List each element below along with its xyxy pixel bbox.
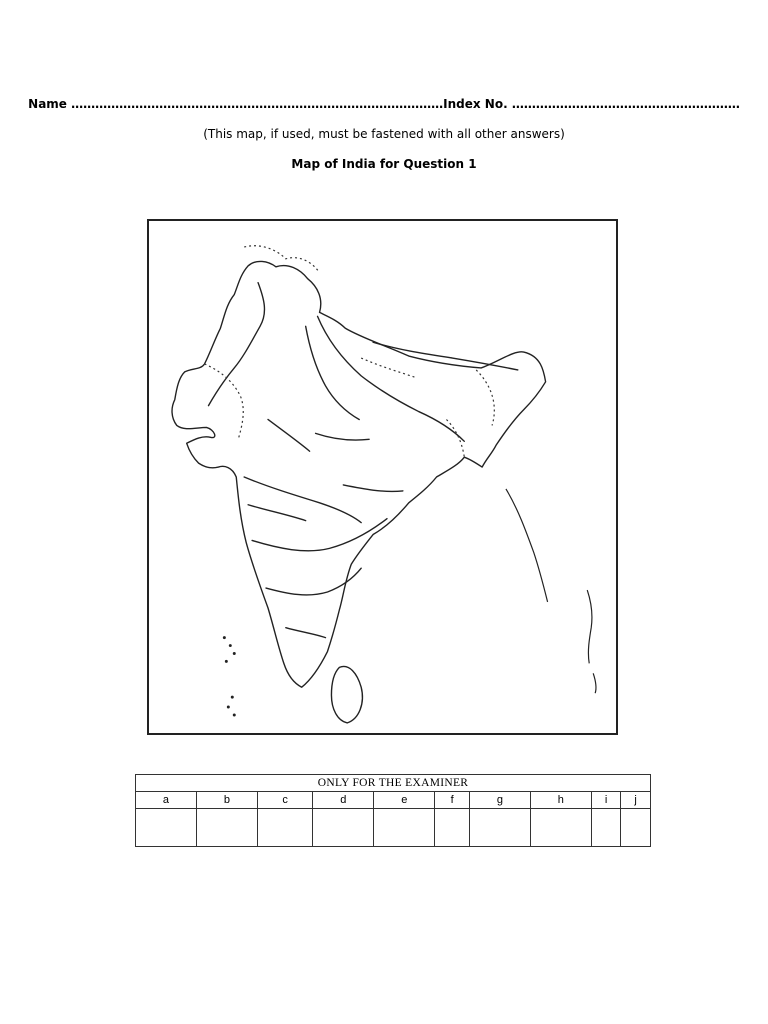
map-drawing bbox=[149, 221, 616, 733]
name-label: Name bbox=[28, 97, 67, 111]
column-h: h bbox=[530, 792, 591, 809]
india-outline-map bbox=[147, 219, 618, 735]
mark-cell-j[interactable] bbox=[621, 809, 651, 847]
column-d: d bbox=[313, 792, 374, 809]
river-ganga bbox=[318, 316, 465, 441]
river-krishna bbox=[266, 568, 361, 595]
river-godavari bbox=[252, 519, 387, 551]
column-c: c bbox=[257, 792, 313, 809]
examiner-letter-row bbox=[136, 792, 651, 809]
column-e: e bbox=[374, 792, 435, 809]
mark-cell-a[interactable] bbox=[136, 809, 197, 847]
index-field[interactable]: ………………………………………………… bbox=[511, 97, 740, 111]
river-yamuna bbox=[306, 326, 360, 419]
examiner-marks-row bbox=[136, 809, 651, 847]
lakshadweep-dot bbox=[225, 660, 228, 663]
nicobar-islands bbox=[593, 673, 596, 693]
mark-cell-e[interactable] bbox=[374, 809, 435, 847]
lakshadweep-dot bbox=[227, 706, 230, 709]
river-tapi bbox=[248, 505, 306, 521]
lakshadweep-dot bbox=[229, 644, 232, 647]
column-a: a bbox=[136, 792, 197, 809]
lakshadweep-dot bbox=[233, 713, 236, 716]
column-g: g bbox=[469, 792, 530, 809]
fasten-note: (This map, if used, must be fastened with all other answers) bbox=[203, 127, 565, 141]
border-north bbox=[244, 246, 319, 273]
mark-cell-f[interactable] bbox=[435, 809, 470, 847]
mark-cell-g[interactable] bbox=[469, 809, 530, 847]
examiner-table-title: ONLY FOR THE EXAMINER bbox=[136, 775, 651, 792]
name-index-line bbox=[0, 97, 768, 111]
column-j: j bbox=[621, 792, 651, 809]
river-brahmaputra bbox=[373, 342, 518, 370]
river-narmada bbox=[244, 477, 361, 523]
mark-cell-i[interactable] bbox=[591, 809, 620, 847]
map-title: Map of India for Question 1 bbox=[291, 157, 477, 171]
column-f: f bbox=[435, 792, 470, 809]
andaman-islands bbox=[587, 590, 592, 663]
column-b: b bbox=[196, 792, 257, 809]
lakshadweep-dot bbox=[231, 696, 234, 699]
river-chambal bbox=[268, 419, 310, 451]
name-field[interactable]: ………………………………………………………………………………… bbox=[71, 97, 444, 111]
mark-cell-h[interactable] bbox=[530, 809, 591, 847]
mark-cell-d[interactable] bbox=[313, 809, 374, 847]
mark-cell-c[interactable] bbox=[257, 809, 313, 847]
border-nepal bbox=[361, 358, 417, 378]
lakshadweep-dot bbox=[233, 652, 236, 655]
myanmar-coast-fragment bbox=[506, 489, 548, 602]
sri-lanka-outline bbox=[331, 666, 362, 722]
mainland-outline bbox=[172, 261, 546, 687]
index-label: Index No. bbox=[443, 97, 508, 111]
river-mahanadi bbox=[343, 485, 402, 491]
border-east bbox=[476, 370, 494, 426]
column-i: i bbox=[591, 792, 620, 809]
river-kaveri bbox=[286, 628, 326, 638]
river-son bbox=[316, 433, 370, 440]
mark-cell-b[interactable] bbox=[196, 809, 257, 847]
lakshadweep-dot bbox=[223, 636, 226, 639]
examiner-table bbox=[135, 774, 651, 847]
river-indus bbox=[208, 283, 264, 406]
